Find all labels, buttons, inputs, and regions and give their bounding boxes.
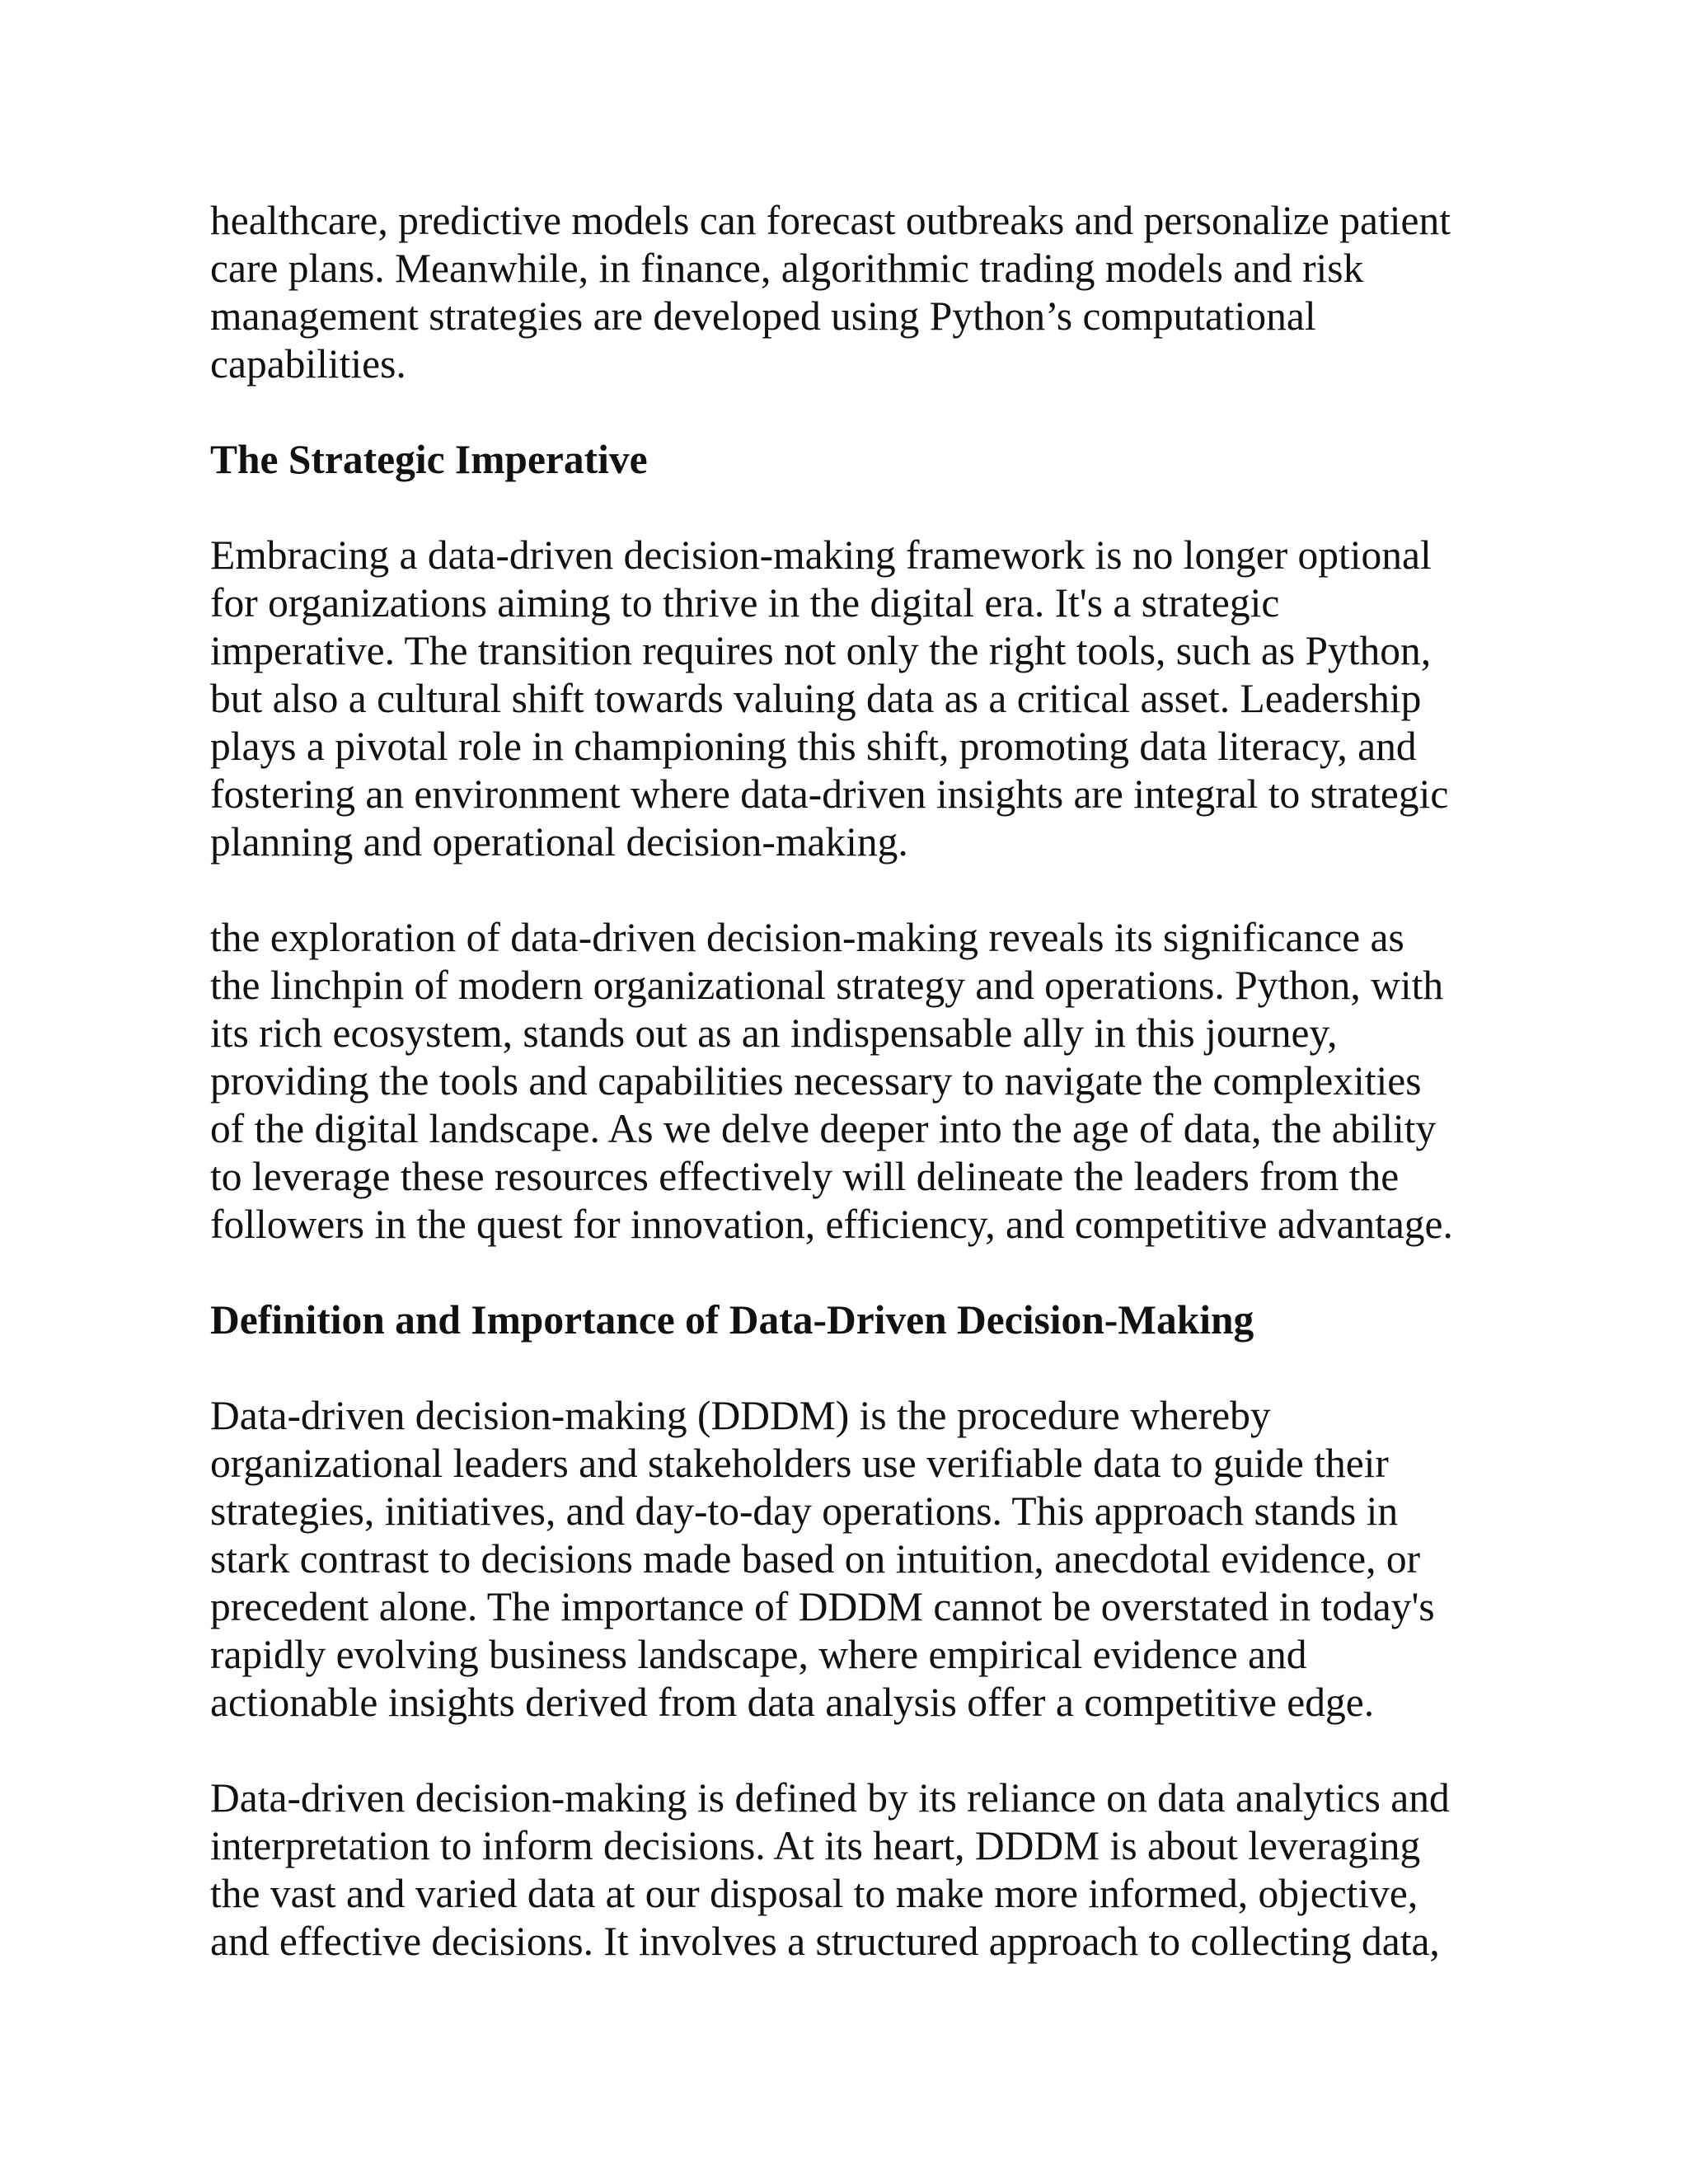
paragraph-line: organizational leaders and stakeholders use verifiable data to guide their [210, 1441, 1389, 1486]
body-paragraph [210, 197, 1484, 388]
paragraph-line: stark contrast to decisions made based on intuition, anecdotal evidence, or [210, 1536, 1421, 1582]
paragraph-line: imperative. The transition requires not only the right tools, such as Python, [210, 628, 1432, 673]
paragraph-line: rapidly evolving business landscape, where empirical evidence and [210, 1632, 1307, 1677]
body-paragraph [210, 532, 1484, 866]
paragraph-line: care plans. Meanwhile, in finance, algorithmic trading models and risk [210, 246, 1364, 291]
block-spacer [210, 866, 1484, 914]
paragraph-line: interpretation to inform decisions. At its heart, DDDM is about leveraging [210, 1823, 1421, 1868]
section-heading: Definition and Importance of Data-Driven Decision-Making [210, 1297, 1254, 1343]
block-spacer [210, 484, 1484, 532]
paragraph-line: but also a cultural shift towards valuing data as a critical asset. Leadership [210, 676, 1422, 721]
paragraph-line: healthcare, predictive models can forecast outbreaks and personalize patient [210, 198, 1451, 243]
paragraph-line: its rich ecosystem, stands out as an indispensable ally in this journey, [210, 1010, 1338, 1056]
block-spacer [210, 1249, 1484, 1296]
paragraph-line: the exploration of data-driven decision-making reveals its significance as [210, 915, 1404, 960]
paragraph-line: followers in the quest for innovation, efficiency, and competitive advantage. [210, 1202, 1453, 1247]
paragraph-line: for organizations aiming to thrive in the digital era. It's a strategic [210, 580, 1280, 626]
paragraph-line: strategies, initiatives, and day-to-day operations. This approach stands in [210, 1488, 1399, 1534]
paragraph-line: capabilities. [210, 341, 406, 387]
paragraph-line: Embracing a data-driven decision-making framework is no longer optional [210, 532, 1432, 578]
body-paragraph [210, 1392, 1484, 1727]
paragraph-line: to leverage these resources effectively will delineate the leaders from the [210, 1154, 1400, 1199]
paragraph-line: the linchpin of modern organizational strategy and operations. Python, with [210, 963, 1444, 1008]
paragraph-line: fostering an environment where data-driven insights are integral to strategic [210, 771, 1449, 817]
block-spacer [210, 388, 1484, 436]
paragraph-line: management strategies are developed using Python’s computational [210, 293, 1316, 339]
paragraph-line: the vast and varied data at our disposal to make more informed, objective, [210, 1871, 1418, 1916]
paragraph-line: Data-driven decision-making (DDDM) is the procedure whereby [210, 1393, 1271, 1438]
paragraph-line: and effective decisions. It involves a structured approach to collecting data, [210, 1919, 1440, 1964]
paragraph-line: providing the tools and capabilities necessary to navigate the complexities [210, 1058, 1422, 1104]
paragraph-line: Data-driven decision-making is defined by its reliance on data analytics and [210, 1775, 1450, 1821]
body-paragraph [210, 1774, 1484, 1966]
paragraph-line: of the digital landscape. As we delve deeper into the age of data, the ability [210, 1106, 1437, 1151]
paragraph-line: planning and operational decision-making. [210, 819, 908, 865]
block-spacer [210, 1344, 1484, 1392]
paragraph-line: plays a pivotal role in championing this shift, promoting data literacy, and [210, 724, 1417, 769]
paragraph-line: precedent alone. The importance of DDDM cannot be overstated in today's [210, 1584, 1435, 1629]
paragraph-line: actionable insights derived from data analysis offer a competitive edge. [210, 1680, 1375, 1725]
block-spacer [210, 1727, 1484, 1774]
section-heading: The Strategic Imperative [210, 437, 648, 482]
body-paragraph [210, 914, 1484, 1249]
page-content [210, 197, 1484, 1966]
